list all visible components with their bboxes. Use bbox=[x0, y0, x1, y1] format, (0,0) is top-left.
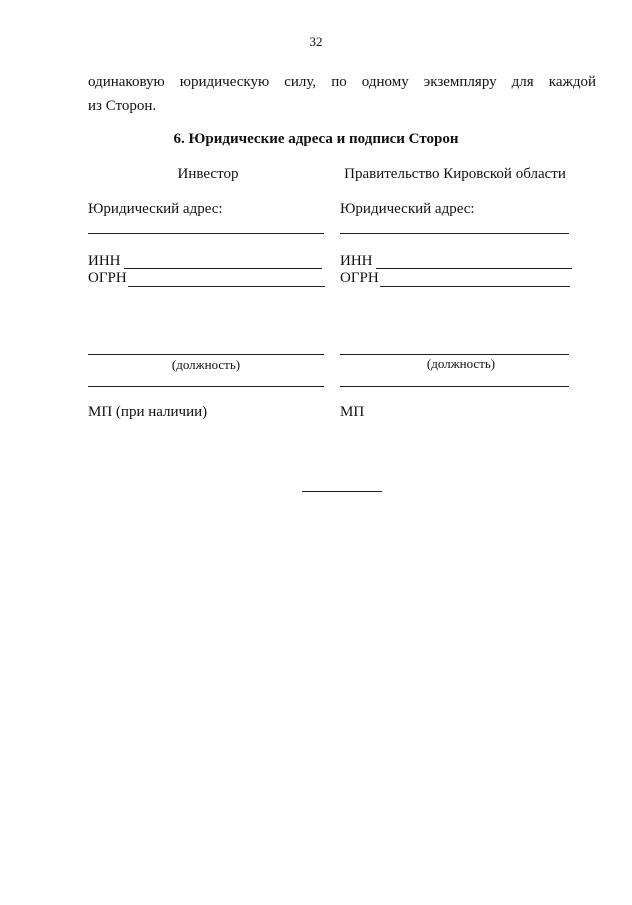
paragraph-line-2: из Сторон. bbox=[88, 98, 157, 114]
government-title: Правительство Кировской области bbox=[344, 166, 566, 182]
government-seal-label: МП bbox=[340, 404, 365, 420]
government-ogrn-line bbox=[380, 286, 570, 287]
government-signature-line bbox=[340, 386, 569, 387]
investor-title: Инвестор bbox=[177, 166, 239, 182]
government-inn-label: ИНН bbox=[340, 253, 373, 269]
government-ogrn-label: ОГРН bbox=[340, 270, 379, 286]
government-inn-line bbox=[376, 268, 572, 269]
government-position-caption: (должность) bbox=[426, 356, 496, 371]
government-address-label: Юридический адрес: bbox=[340, 201, 475, 217]
investor-address-line bbox=[88, 233, 324, 234]
investor-position-caption: (должность) bbox=[171, 357, 241, 372]
investor-inn-line bbox=[124, 268, 322, 269]
section-heading: 6. Юридические адреса и подписи Сторон bbox=[173, 131, 459, 147]
investor-seal-label: МП (при наличии) bbox=[88, 404, 208, 420]
investor-inn-label: ИНН bbox=[88, 253, 121, 269]
investor-ogrn-label: ОГРН bbox=[88, 270, 127, 286]
government-position-line bbox=[340, 354, 569, 355]
closing-paragraph bbox=[88, 70, 596, 118]
page-number: 32 bbox=[309, 34, 323, 49]
investor-position-line bbox=[88, 354, 324, 355]
end-of-document-line bbox=[302, 491, 382, 492]
government-address-line bbox=[340, 233, 569, 234]
investor-address-label: Юридический адрес: bbox=[88, 201, 223, 217]
investor-signature-line bbox=[88, 386, 324, 387]
investor-ogrn-line bbox=[128, 286, 325, 287]
paragraph-line-1: одинаковую юридическую силу, по одному экземпляру для каждой bbox=[88, 74, 596, 90]
